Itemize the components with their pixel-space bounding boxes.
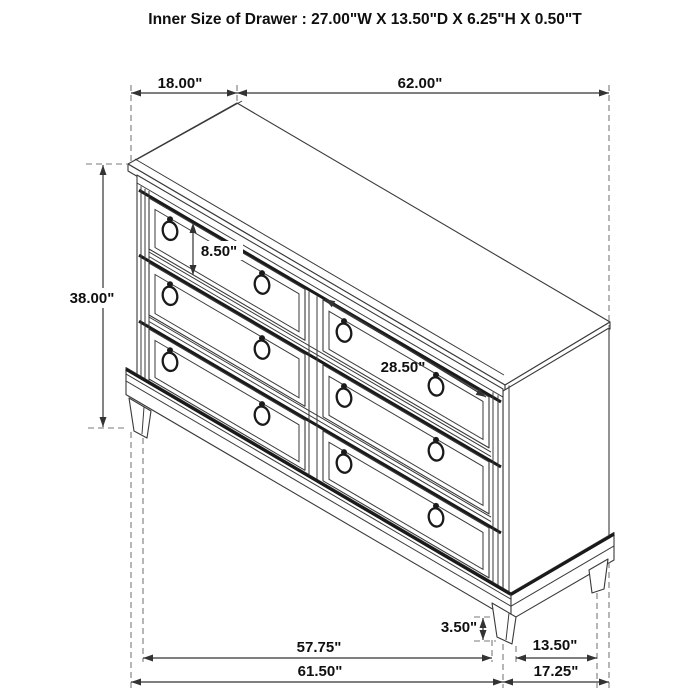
dim-label-top-width: 62.00" xyxy=(397,75,443,92)
dim-label-top-depth: 18.00" xyxy=(157,75,203,92)
dim-label-leg-spacing-depth: 13.50" xyxy=(532,637,578,654)
dim-label-base-inner-width: 57.75" xyxy=(296,639,342,656)
dim-label-overall-height: 38.00" xyxy=(69,290,115,307)
dim-label-base-overall-depth: 17.25" xyxy=(533,663,579,680)
dim-label-base-overall-width: 61.50" xyxy=(297,663,343,680)
dim-label-leg-height: 3.50" xyxy=(440,619,478,636)
dresser-line-art xyxy=(86,85,614,688)
dim-label-drawer-front-width: 28.50" xyxy=(380,359,426,376)
diagram-title: Inner Size of Drawer : 27.00"W X 13.50"D X 6.25"H X 0.50"T xyxy=(148,11,582,28)
dim-label-drawer-front-height: 8.50" xyxy=(200,243,238,260)
